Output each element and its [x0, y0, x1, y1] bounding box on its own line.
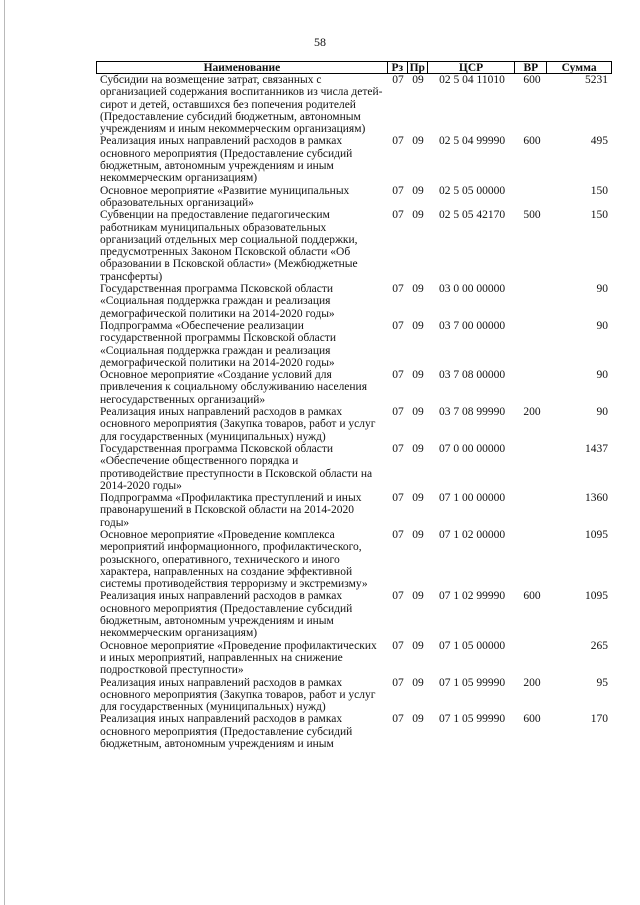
cell-pr: 09: [412, 492, 424, 505]
header-pr: Пр: [408, 62, 428, 73]
cell-csr: 02 5 04 11010: [439, 74, 505, 86]
cell-vr: 600: [523, 135, 541, 148]
cell-csr: 03 7 08 00000: [438, 369, 506, 382]
cell-name: Основное мероприятие «Развитие муниципальных образовательных организаций»: [100, 184, 350, 209]
cell-rz: 07: [392, 442, 404, 455]
table-row: [96, 135, 612, 184]
cell-csr: 02 5 05 42170: [438, 209, 506, 222]
cell-name: Государственная программа Псковской области «Социальная поддержка граждан и реализация демографической политики на 2014-2020 годы»: [100, 283, 335, 320]
cell-sum: 495: [590, 135, 608, 148]
table-header: [96, 61, 612, 74]
cell-vr: [516, 185, 548, 210]
cell-csr: 07 1 05 99990: [438, 676, 506, 689]
table-row: [96, 590, 612, 639]
cell-pr: 09: [412, 639, 424, 652]
cell-sum: 1095: [585, 528, 608, 541]
cell-sum: 5231: [585, 74, 608, 86]
cell-csr: 07 0 00 00000: [438, 442, 506, 455]
cell-sum: 150: [590, 209, 608, 222]
cell-csr: 02 5 05 00000: [438, 184, 506, 197]
table-body: [96, 74, 612, 750]
cell-pr: 09: [412, 319, 424, 332]
scan-edge: [4, 0, 5, 905]
cell-sum: 90: [596, 283, 608, 296]
table-row: [96, 529, 612, 590]
page-number: 58: [314, 35, 326, 49]
cell-rz: 07: [392, 406, 404, 419]
header-sum: Сумма: [561, 62, 597, 74]
header-rz: Рз: [388, 62, 408, 73]
header-name: Наименование: [97, 62, 388, 73]
cell-vr: [516, 529, 548, 590]
header-vr: ВР: [515, 62, 547, 73]
cell-pr: 09: [412, 406, 424, 419]
cell-vr: 200: [523, 676, 541, 689]
cell-name: Субсидии на возмещение затрат, связанных с организацией содержания воспитанников из числа детей-сирот и детей, оставшихся без попечения родителей (Предоставление субсидий бюджетным, автономным учреждениям и иным некоммерческим организациям): [100, 74, 383, 136]
cell-rz: 07: [392, 283, 404, 296]
cell-vr: [516, 492, 548, 529]
budget-table: [96, 61, 612, 750]
cell-vr: [516, 283, 548, 320]
cell-pr: 09: [412, 135, 424, 148]
table-row: [96, 492, 612, 529]
cell-pr: 09: [412, 442, 424, 455]
table-row: [96, 320, 612, 369]
cell-sum: 1360: [585, 492, 608, 505]
cell-rz: 07: [392, 209, 404, 222]
cell-rz: 07: [392, 713, 404, 726]
cell-vr: [516, 640, 548, 677]
cell-name: Реализация иных направлений расходов в рамках основного мероприятия (Предоставление субсидий бюджетным, автономным учреждениям и иным некоммерческим организациям): [100, 590, 353, 640]
cell-sum: 150: [590, 184, 608, 197]
cell-csr: 07 1 05 00000: [438, 639, 506, 652]
cell-pr: 09: [412, 283, 424, 296]
cell-rz: 07: [392, 369, 404, 382]
table-row: [96, 713, 612, 750]
cell-pr: 09: [412, 528, 424, 541]
cell-rz: 07: [392, 74, 404, 86]
cell-pr: 09: [412, 676, 424, 689]
table-row: [96, 185, 612, 210]
cell-sum: 95: [596, 676, 608, 689]
cell-rz: 07: [392, 184, 404, 197]
cell-vr: 500: [523, 209, 541, 222]
cell-pr: 09: [412, 184, 424, 197]
table-row: [96, 677, 612, 714]
cell-rz: 07: [392, 528, 404, 541]
cell-pr: 09: [412, 369, 424, 382]
table-row: [96, 74, 612, 135]
cell-sum: 1437: [585, 442, 608, 455]
cell-pr: 09: [412, 590, 424, 603]
cell-sum: 265: [590, 639, 608, 652]
cell-name: Субвенции на предоставление педагогическим работникам муниципальных образовательных организаций отдельных мер социальной поддержки, предусмотренных Законом Псковской области «Об образовании в Псковской области» (Межбюджетные трансферты): [100, 209, 358, 283]
cell-name: Подпрограмма «Обеспечение реализации государственной программы Псковской области «Социальная поддержка граждан и реализация демографической политики на 2014-2020 годы»: [100, 319, 337, 369]
cell-csr: 03 7 00 00000: [438, 319, 506, 332]
cell-rz: 07: [392, 492, 404, 505]
cell-name: Подпрограмма «Профилактика преступлений и иных правонарушений в Псковской области на 2014-2020 годы»: [100, 492, 362, 529]
cell-name: Реализация иных направлений расходов в рамках основного мероприятия (Предоставление субсидий бюджетным, автономным учреждениям и иным некоммерческим организациям): [100, 135, 353, 185]
cell-sum: 170: [590, 713, 608, 726]
cell-csr: 03 0 00 00000: [438, 283, 506, 296]
cell-sum: 90: [596, 319, 608, 332]
cell-sum: 90: [596, 406, 608, 419]
cell-csr: 07 1 02 99990: [438, 590, 506, 603]
cell-name: Основное мероприятие «Проведение комплекса мероприятий информационного, профилактического, розыскного, оперативного, технического и иного характера, направленных на создание эффективной системы противодействия терроризму и экстремизму»: [100, 528, 368, 591]
table-row: [96, 283, 612, 320]
cell-rz: 07: [392, 676, 404, 689]
cell-rz: 07: [392, 590, 404, 603]
cell-csr: 07 1 02 00000: [438, 528, 506, 541]
table-row: [96, 209, 612, 283]
cell-name: Реализация иных направлений расходов в рамках основного мероприятия (Закупка товаров, работ и услуг для государственных (муниципальных) нужд): [100, 406, 376, 443]
cell-rz: 07: [392, 319, 404, 332]
cell-vr: 600: [523, 74, 541, 86]
table-row: [96, 406, 612, 443]
cell-vr: [516, 443, 548, 492]
cell-name: Основное мероприятие «Создание условий для привлечения к социальному обслуживанию населения негосударственных организаций»: [100, 369, 368, 406]
cell-vr: 200: [523, 406, 541, 419]
cell-vr: [516, 369, 548, 406]
cell-rz: 07: [392, 639, 404, 652]
cell-sum: 90: [596, 369, 608, 382]
cell-name: Государственная программа Псковской области «Обеспечение общественного порядка и противодействие преступности в Псковской области на 2014-2020 годы»: [100, 442, 373, 492]
table-row: [96, 640, 612, 677]
cell-csr: 07 1 05 99990: [438, 713, 506, 726]
table-row: [96, 369, 612, 406]
cell-rz: 07: [392, 135, 404, 148]
cell-vr: 600: [523, 713, 541, 726]
cell-pr: 09: [412, 74, 424, 86]
cell-pr: 09: [412, 209, 424, 222]
table-row: [96, 443, 612, 492]
cell-name: Реализация иных направлений расходов в рамках основного мероприятия (Закупка товаров, работ и услуг для государственных (муниципальных) нужд): [100, 676, 376, 714]
header-csr: ЦСР: [428, 62, 516, 73]
cell-sum: 1095: [585, 590, 608, 603]
cell-name: Реализация иных направлений расходов в рамках основного мероприятия (Предоставление субсидий бюджетным, автономным учреждениям и иным: [100, 713, 353, 751]
cell-csr: 03 7 08 99990: [438, 406, 506, 419]
cell-vr: [516, 320, 548, 369]
cell-csr: 07 1 00 00000: [438, 492, 506, 505]
cell-name: Основное мероприятие «Проведение профилактических и иных мероприятий, направленных на снижение подростковой преступности»: [100, 639, 377, 677]
cell-csr: 02 5 04 99990: [438, 135, 506, 148]
cell-vr: 600: [523, 590, 541, 603]
cell-pr: 09: [412, 713, 424, 726]
